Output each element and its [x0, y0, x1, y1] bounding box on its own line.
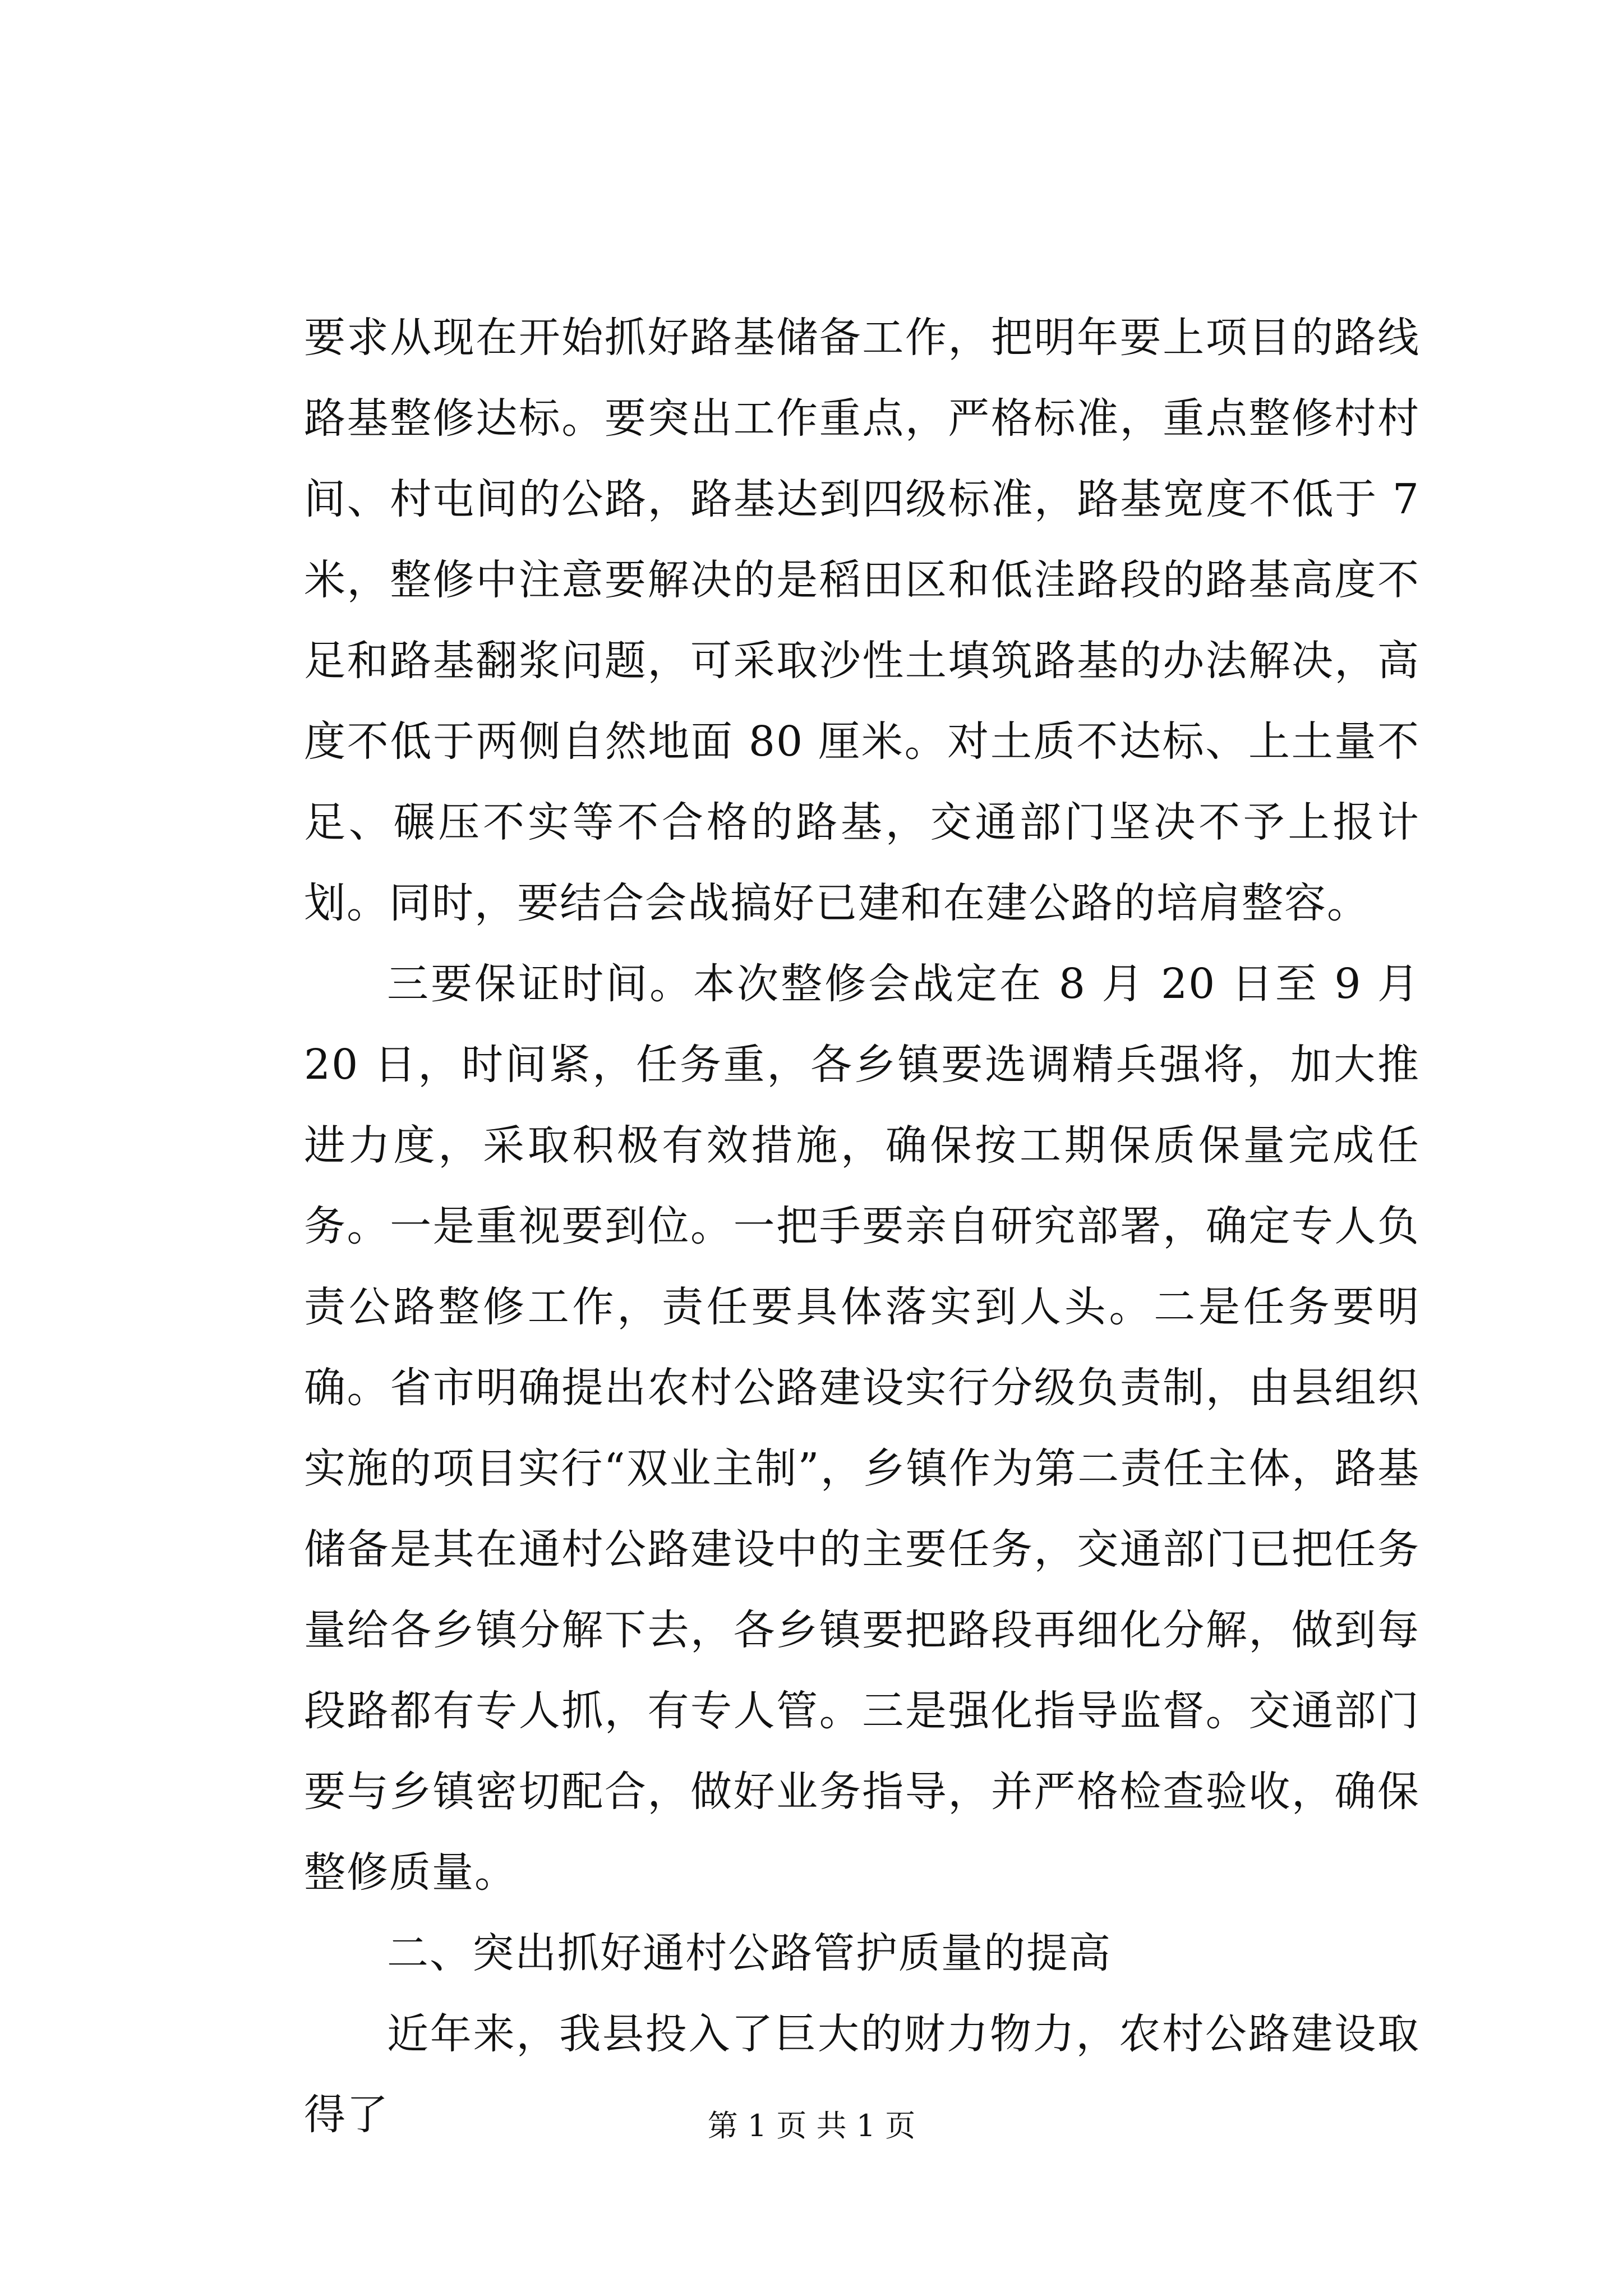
paragraph-schedule: 三要保证时间。本次整修会战定在 8 月 20 日至 9 月 20 日，时间紧，任务重，各乡镇要选调精兵强将，加大推进力度，采取积极有效措施，确保按工期保质保量完成任务。一是重视要到位。一把手要亲自研究部署，确定专人负责公路整修工作，责任要具体落实到人头。二是任务要明确。省市明确提出农村公路建设实行分级负责制，由县组织实施的项目实行“双业主制”，乡镇作为第二责任主体，路基储备是其在通村公路建设中的主要任务，交通部门已把任务量给各乡镇分解下去，各乡镇要把路段再细化分解，做到每段路都有专人抓，有专人管。三是强化指导监督。交通部门要与乡镇密切配合，做好业务指导，并严格检查验收，确保整修质量。 — [304, 960, 1420, 1897]
section-heading: 二、突出抓好通村公路管护质量的提高 — [387, 1929, 1112, 1977]
paragraph-recent-years: 近年来，我县投入了巨大的财力物力，农村公路建设取得了 — [304, 2010, 1420, 2139]
page-footer: 第 1 页 共 1 页 — [707, 2108, 916, 2143]
paragraph-road-base: 要求从现在开始抓好路基储备工作，把明年要上项目的路线路基整修达标。要突出工作重点，严格标准，重点整修村村间、村屯间的公路，路基达到四级标准，路基宽度不低于 7 米，整修中注意要解决的是稻田区和低洼路段的路基高度不足和路基翻浆问题，可采取沙性土填筑路基的办法解决，高度不低于两侧自然地面 80 厘米。对土质不达标、上土量不足、碾压不实等不合格的路基，交通部门坚决不予上报计划。同时，要结合会战搞好已建和在建公路的培肩整容。 — [304, 314, 1420, 927]
document-body — [304, 297, 1420, 2155]
